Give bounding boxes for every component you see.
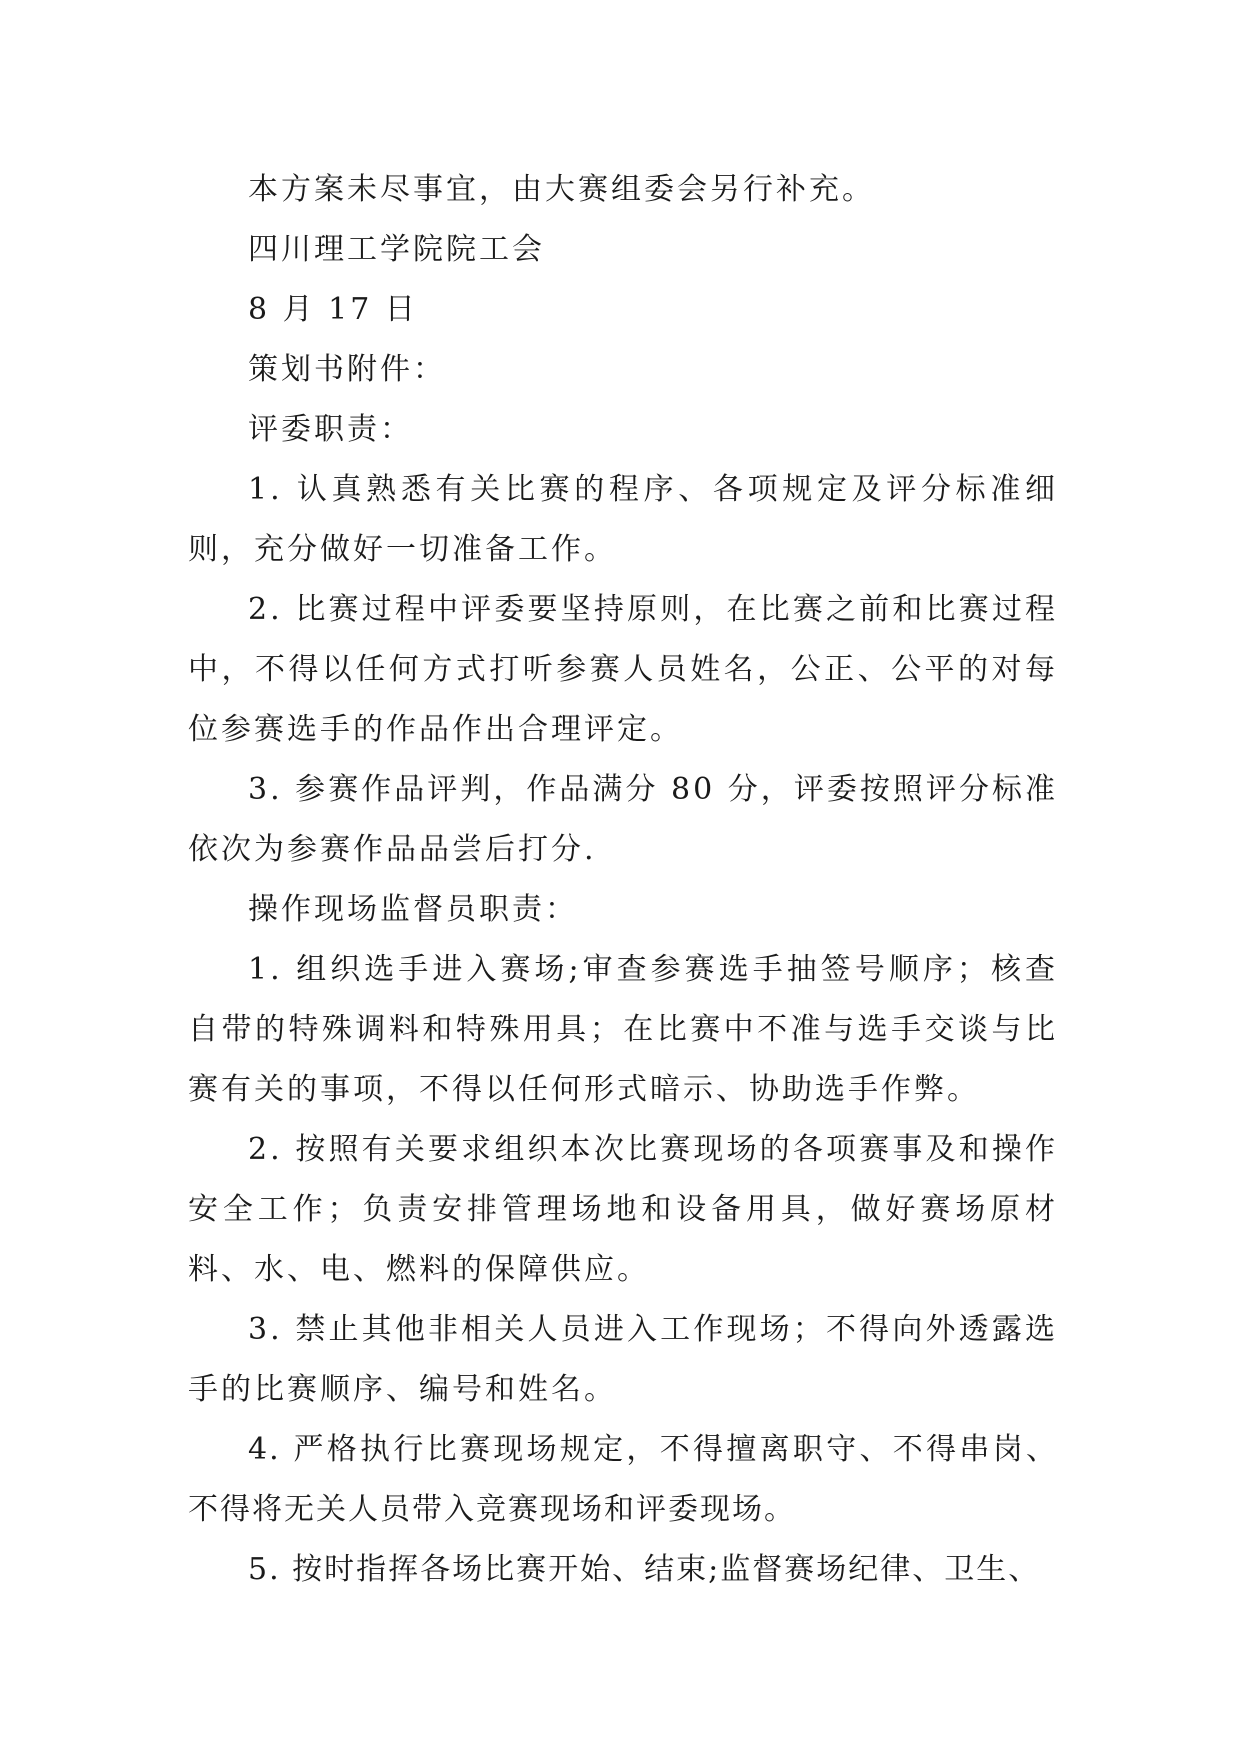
paragraph-supervisor-duty-3: 3. 禁止其他非相关人员进入工作现场；不得向外透露选手的比赛顺序、编号和姓名。	[188, 1312, 1058, 1407]
paragraph-attachment-heading: 策划书附件：	[248, 352, 446, 387]
paragraph-judge-duty-3: 3. 参赛作品评判，作品满分 80 分，评委按照评分标准依次为参赛作品品尝后打分.	[188, 772, 1058, 867]
paragraph-supervisor-duty-1: 1. 组织选手进入赛场;审查参赛选手抽签号顺序；核查自带的特殊调料和特殊用具；在比赛中不准与选手交谈与比赛有关的事项，不得以任何形式暗示、协助选手作弊。	[188, 952, 1058, 1107]
paragraph-organization: 四川理工学院院工会	[248, 232, 545, 267]
paragraph-judge-duty-2: 2. 比赛过程中评委要坚持原则，在比赛之前和比赛过程中，不得以任何方式打听参赛人员姓名，公正、公平的对每位参赛选手的作品作出合理评定。	[188, 592, 1058, 747]
paragraph-date: 8 月 17 日	[248, 292, 418, 327]
paragraph-judge-duties-heading: 评委职责：	[248, 412, 413, 447]
paragraph-closing-note: 本方案未尽事宜，由大赛组委会另行补充。	[248, 172, 875, 207]
document-body	[188, 160, 1058, 1600]
paragraph-supervisor-duty-5: 5. 按时指挥各场比赛开始、结束;监督赛场纪律、卫生、	[248, 1552, 1041, 1587]
paragraph-supervisor-duty-2: 2. 按照有关要求组织本次比赛现场的各项赛事及和操作安全工作；负责安排管理场地和设备用具，做好赛场原材料、水、电、燃料的保障供应。	[188, 1132, 1058, 1287]
paragraph-judge-duty-1: 1. 认真熟悉有关比赛的程序、各项规定及评分标准细则，充分做好一切准备工作。	[188, 472, 1058, 567]
paragraph-supervisor-duties-heading: 操作现场监督员职责：	[248, 892, 578, 927]
paragraph-supervisor-duty-4: 4. 严格执行比赛现场规定，不得擅离职守、不得串岗、不得将无关人员带入竞赛现场和评委现场。	[188, 1432, 1058, 1527]
